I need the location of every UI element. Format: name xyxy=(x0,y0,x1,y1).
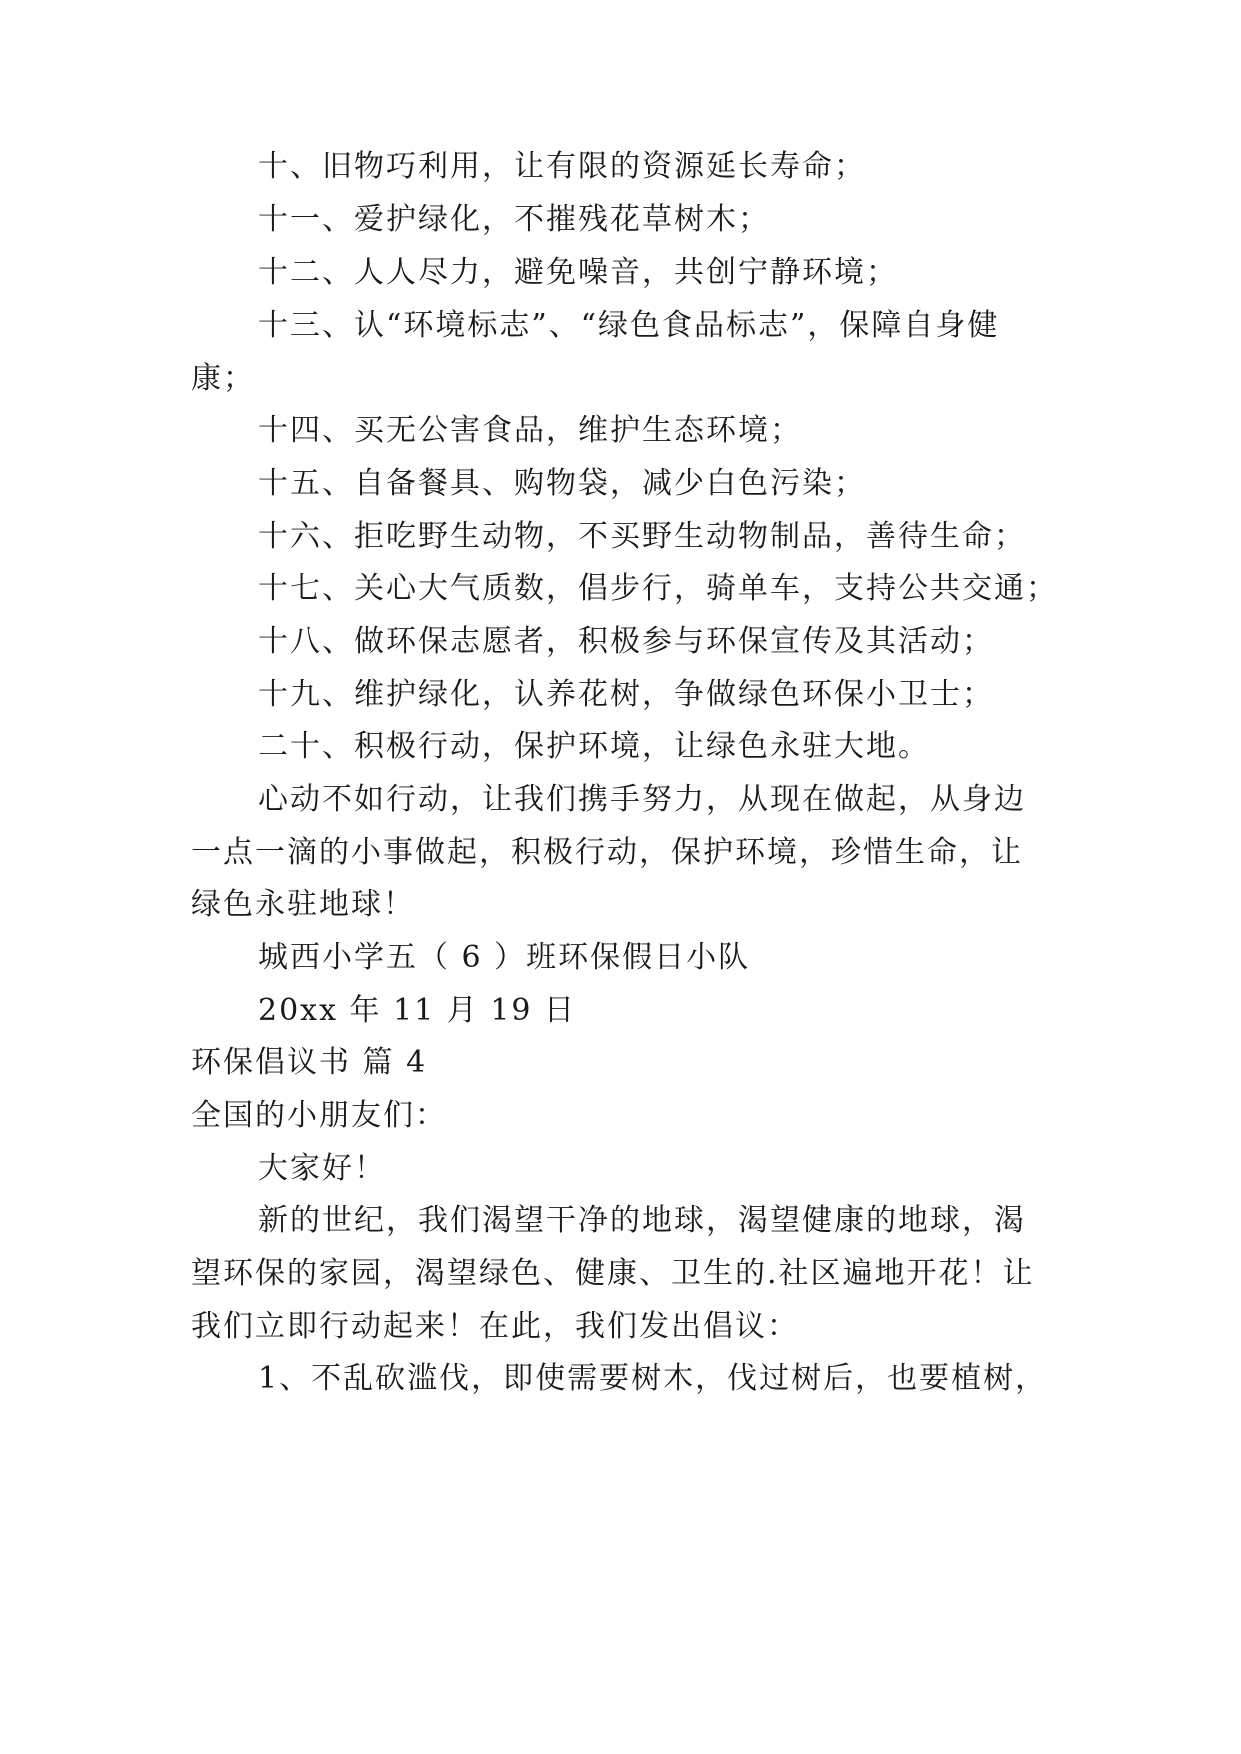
intro-paragraph-line-1: 新的世纪，我们渴望干净的地球，渴望健康的地球，渴 xyxy=(258,1203,1026,1238)
item-15: 十五、自备餐具、购物袋，减少白色污染； xyxy=(258,466,866,501)
item-11: 十一、爱护绿化，不摧残花草树木； xyxy=(258,202,770,237)
greeting: 大家好！ xyxy=(258,1151,386,1186)
item-18: 十八、做环保志愿者，积极参与环保宣传及其活动； xyxy=(258,624,994,659)
proposal-item-1: 1、不乱砍滥伐，即使需要树木，伐过树后，也要植树， xyxy=(258,1361,1048,1396)
signature-team: 城西小学五（ 6 ）班环保假日小队 xyxy=(258,940,751,975)
closing-paragraph-line-1: 心动不如行动，让我们携手努力，从现在做起，从身边 xyxy=(258,782,1026,817)
intro-paragraph-line-2: 望环保的家园，渴望绿色、健康、卫生的.社区遍地开花！让 xyxy=(191,1256,1035,1291)
item-20: 二十、积极行动，保护环境，让绿色永驻大地。 xyxy=(258,729,930,764)
section-title: 环保倡议书 篇 4 xyxy=(191,1045,428,1080)
item-13-continued: 康； xyxy=(191,361,255,396)
item-17: 十七、关心大气质数，倡步行，骑单车，支持公共交通； xyxy=(258,571,1058,606)
closing-paragraph-line-2: 一点一滴的小事做起，积极行动，保护环境，珍惜生命，让 xyxy=(191,835,1023,870)
item-14: 十四、买无公害食品，维护生态环境； xyxy=(258,413,802,448)
item-16: 十六、拒吃野生动物，不买野生动物制品，善待生命； xyxy=(258,519,1026,554)
item-12: 十二、人人尽力，避免噪音，共创宁静环境； xyxy=(258,255,898,290)
closing-paragraph-line-3: 绿色永驻地球！ xyxy=(191,887,415,922)
intro-paragraph-line-3: 我们立即行动起来！在此，我们发出倡议： xyxy=(191,1309,799,1344)
salutation: 全国的小朋友们： xyxy=(191,1098,447,1133)
item-10: 十、旧物巧利用，让有限的资源延长寿命； xyxy=(258,149,866,184)
item-13: 十三、认“环境标志”、“绿色食品标志”，保障自身健 xyxy=(258,308,1000,343)
signature-date: 20xx 年 11 月 19 日 xyxy=(258,993,577,1028)
item-19: 十九、维护绿化，认养花树，争做绿色环保小卫士； xyxy=(258,677,994,712)
